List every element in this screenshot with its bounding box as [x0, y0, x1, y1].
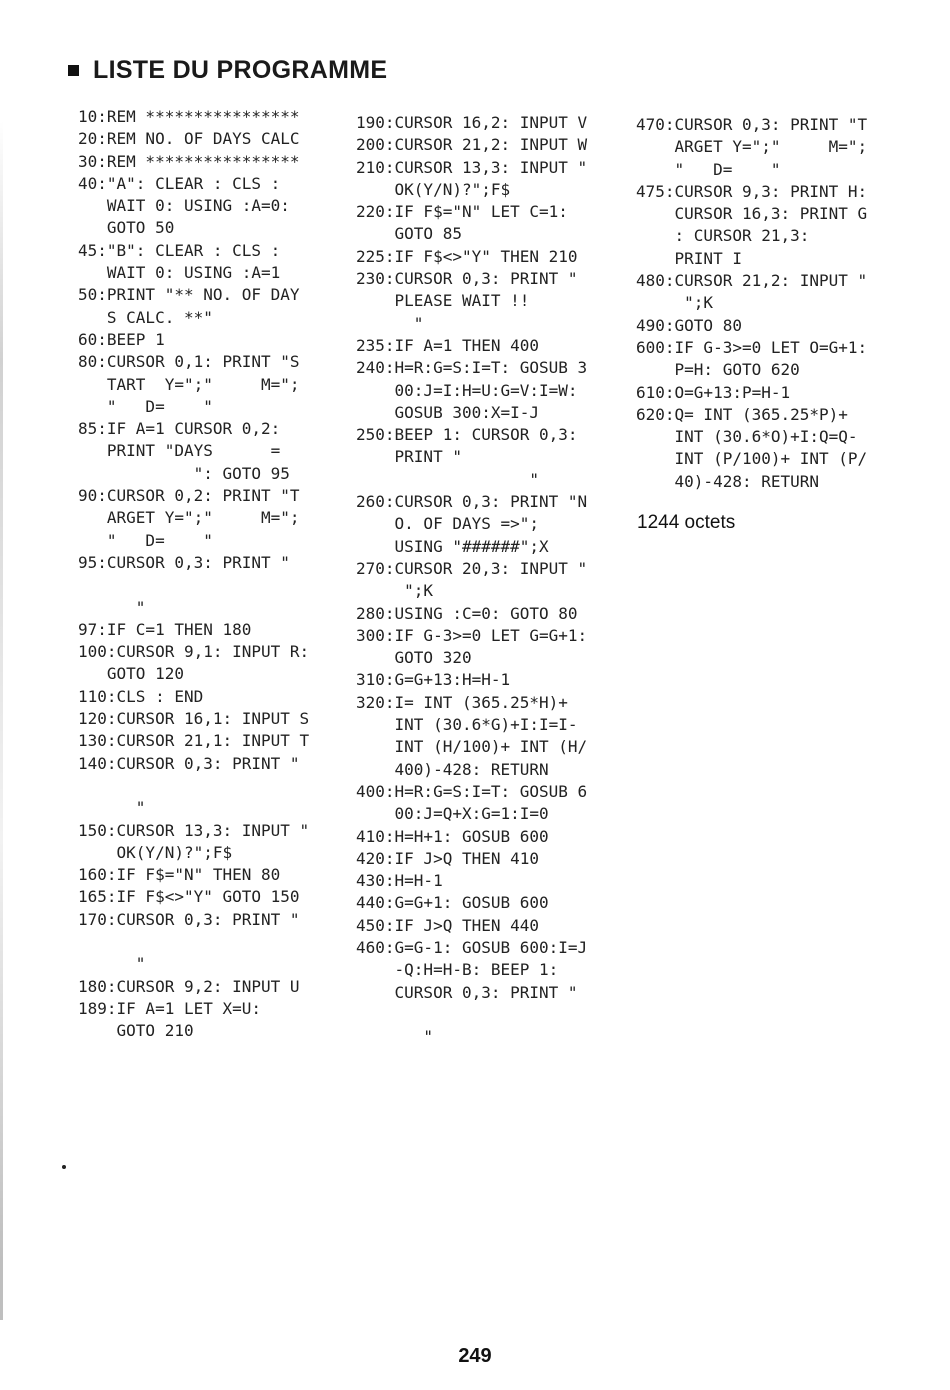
code-line: : CURSOR 21,3:: [636, 226, 810, 246]
code-line: S CALC. **": [78, 307, 213, 327]
code-line: 50:PRINT "** NO. OF DAY: [78, 285, 300, 305]
code-line: 475:CURSOR 9,3: PRINT H:: [636, 181, 868, 201]
code-line: OK(Y/N)?";F$: [78, 842, 233, 862]
code-line: ": GOTO 95: [78, 463, 290, 483]
code-line: 90:CURSOR 0,2: PRINT "T: [78, 486, 300, 506]
code-line: 00:J=Q+X:G=1:I=0: [356, 804, 549, 824]
code-line: PRINT ": [356, 447, 462, 467]
code-line: 300:IF G-3>=0 LET G=G+1:: [356, 625, 588, 645]
code-line: 95:CURSOR 0,3: PRINT ": [78, 552, 290, 572]
code-line: 620:Q= INT (365.25*P)+: [636, 404, 848, 424]
code-line: 97:IF C=1 THEN 180: [78, 619, 252, 639]
code-line: 310:G=G+13:H=H-1: [356, 670, 511, 690]
listing-column-2: [356, 112, 587, 1048]
code-line: 30:REM ****************: [78, 151, 300, 171]
code-line: GOTO 50: [78, 218, 175, 238]
code-line: 225:IF F$<>"Y" THEN 210: [356, 246, 578, 266]
code-line: 470:CURSOR 0,3: PRINT "T: [636, 115, 868, 134]
code-line: 85:IF A=1 CURSOR 0,2:: [78, 419, 281, 439]
code-line: " D= ": [78, 530, 213, 550]
code-line: 450:IF J>Q THEN 440: [356, 915, 540, 935]
code-line: 260:CURSOR 0,3: PRINT "N: [356, 492, 588, 512]
code-line: ": [78, 597, 146, 617]
code-line: 80:CURSOR 0,1: PRINT "S: [78, 352, 300, 372]
code-line: 230:CURSOR 0,3: PRINT ": [356, 269, 578, 289]
code-line: 00:J=I:H=U:G=V:I=W:: [356, 380, 578, 400]
code-line: 20:REM NO. OF DAYS CALC: [78, 129, 300, 149]
code-line: ": [356, 469, 540, 489]
scan-edge-shadow: [0, 120, 3, 1320]
code-line: -Q:H=H-B: BEEP 1:: [356, 960, 559, 980]
program-size-note: 1244 octets: [637, 512, 736, 533]
code-line: 160:IF F$="N" THEN 80: [78, 865, 281, 885]
code-line: 140:CURSOR 0,3: PRINT ": [78, 753, 300, 773]
code-line: WAIT 0: USING :A=0:: [78, 196, 290, 216]
code-line: 240:H=R:G=S:I=T: GOSUB 3: [356, 358, 588, 378]
code-line: ": [78, 954, 146, 974]
code-line: 410:H=H+1: GOSUB 600: [356, 826, 549, 846]
code-line: ";K: [636, 293, 714, 313]
print-speck: [62, 1165, 66, 1169]
code-line: 250:BEEP 1: CURSOR 0,3:: [356, 425, 578, 445]
code-line: 170:CURSOR 0,3: PRINT ": [78, 909, 300, 929]
code-line: 40)-428: RETURN: [636, 471, 820, 491]
code-line: 420:IF J>Q THEN 410: [356, 848, 540, 868]
code-line: 60:BEEP 1: [78, 329, 165, 349]
code-line: PRINT "DAYS =: [78, 441, 281, 461]
code-line: OK(Y/N)?";F$: [356, 179, 511, 199]
code-line: 480:CURSOR 21,2: INPUT ": [636, 271, 868, 291]
code-line: 610:O=G+13:P=H-1: [636, 382, 791, 402]
code-line: 165:IF F$<>"Y" GOTO 150: [78, 887, 300, 907]
code-line: 45:"B": CLEAR : CLS :: [78, 240, 281, 260]
code-line: ARGET Y=";" M=";: [636, 137, 868, 157]
code-line: GOTO 320: [356, 648, 472, 668]
code-line: 200:CURSOR 21,2: INPUT W: [356, 135, 588, 155]
code-line: 270:CURSOR 20,3: INPUT ": [356, 558, 588, 578]
code-line: 490:GOTO 80: [636, 315, 742, 335]
code-line: 150:CURSOR 13,3: INPUT ": [78, 820, 310, 840]
code-line: " D= ": [636, 159, 781, 179]
code-line: PLEASE WAIT !!: [356, 291, 530, 311]
code-line: ": [356, 313, 424, 333]
code-line: 210:CURSOR 13,3: INPUT ": [356, 157, 588, 177]
code-line: GOSUB 300:X=I-J: [356, 402, 540, 422]
code-line: 430:H=H-1: [356, 871, 443, 891]
code-line: 10:REM ****************: [78, 107, 300, 126]
listing-column-3: [636, 114, 867, 493]
code-line: GOTO 120: [78, 664, 184, 684]
section-heading: [68, 56, 387, 85]
code-line: WAIT 0: USING :A=1: [78, 263, 281, 283]
code-line: ARGET Y=";" M=";: [78, 508, 300, 528]
code-line: INT (H/100)+ INT (H/: [356, 737, 588, 757]
code-line: [78, 574, 309, 596]
page-number: 249: [458, 1345, 492, 1367]
code-line: 220:IF F$="N" LET C=1:: [356, 202, 568, 222]
code-line: 600:IF G-3>=0 LET O=G+1:: [636, 337, 868, 357]
code-line: O. OF DAYS =>";: [356, 514, 540, 534]
code-line: INT (30.6*O)+I:Q=Q-: [636, 427, 858, 447]
code-line: 460:G=G-1: GOSUB 600:I=J: [356, 937, 588, 957]
code-line: P=H: GOTO 620: [636, 360, 800, 380]
square-bullet-icon: [68, 65, 79, 76]
code-line: ": [356, 1027, 434, 1047]
code-line: 110:CLS : END: [78, 686, 204, 706]
code-line: [78, 931, 309, 953]
code-line: 235:IF A=1 THEN 400: [356, 335, 540, 355]
code-line: GOTO 85: [356, 224, 462, 244]
code-line: CURSOR 0,3: PRINT ": [356, 982, 578, 1002]
code-line: INT (P/100)+ INT (P/: [636, 449, 868, 469]
code-line: " D= ": [78, 396, 213, 416]
code-line: 280:USING :C=0: GOTO 80: [356, 603, 578, 623]
listing-column-1: [78, 106, 309, 1042]
code-line: 120:CURSOR 16,1: INPUT S: [78, 709, 310, 729]
code-line: CURSOR 16,3: PRINT G: [636, 204, 868, 224]
code-line: PRINT I: [636, 248, 742, 268]
section-title: LISTE DU PROGRAMME: [93, 56, 388, 84]
code-line: 400)-428: RETURN: [356, 759, 549, 779]
code-line: ";K: [356, 581, 434, 601]
code-line: USING "######";X: [356, 536, 549, 556]
code-line: [78, 775, 309, 797]
code-line: TART Y=";" M=";: [78, 374, 300, 394]
code-line: 400:H=R:G=S:I=T: GOSUB 6: [356, 781, 588, 801]
code-line: 320:I= INT (365.25*H)+: [356, 692, 568, 712]
code-line: GOTO 210: [78, 1021, 194, 1041]
code-line: 130:CURSOR 21,1: INPUT T: [78, 731, 310, 751]
code-line: 100:CURSOR 9,1: INPUT R:: [78, 642, 310, 662]
code-line: 189:IF A=1 LET X=U:: [78, 998, 262, 1018]
code-line: [356, 1004, 587, 1026]
code-line: INT (30.6*G)+I:I=I-: [356, 715, 578, 735]
code-line: 180:CURSOR 9,2: INPUT U: [78, 976, 300, 996]
code-line: 40:"A": CLEAR : CLS :: [78, 173, 281, 193]
code-line: 190:CURSOR 16,2: INPUT V: [356, 113, 588, 132]
code-line: 440:G=G+1: GOSUB 600: [356, 893, 549, 913]
code-line: ": [78, 798, 146, 818]
